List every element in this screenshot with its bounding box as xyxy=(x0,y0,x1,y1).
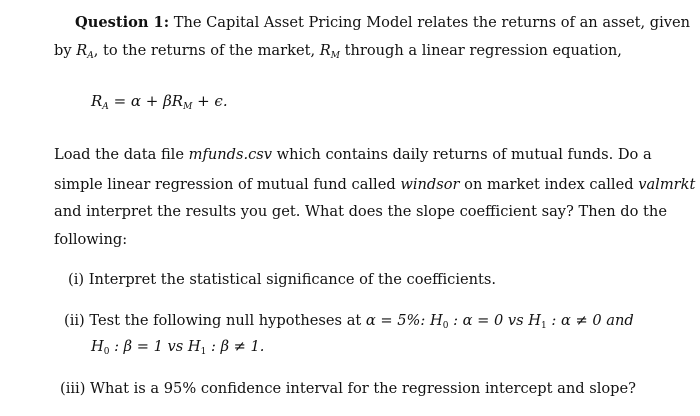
math-sub: 0 xyxy=(103,347,110,357)
file-name: mfunds.csv xyxy=(188,146,273,163)
text-fragment: Test the following null hypotheses at xyxy=(89,312,366,329)
math-fragment: α = 5%: H xyxy=(365,312,443,329)
text-fragment: Load the data file xyxy=(54,146,189,163)
text-fragment: simple linear regression of mutual fund called xyxy=(54,176,401,193)
math-fragment: : β = 1 xyxy=(109,338,168,355)
vs-word: vs xyxy=(507,312,524,329)
math-fragment: H xyxy=(91,338,104,355)
item-iii xyxy=(60,382,636,397)
question-heading: Question 1: xyxy=(75,14,170,31)
math-fragment: H xyxy=(183,338,201,355)
math-sub: M xyxy=(183,102,193,112)
math-sub: 1 xyxy=(541,321,547,331)
question-line-1-text: The Capital Asset Pricing Model relates the returns of an asset, given xyxy=(169,14,691,31)
question-line-2 xyxy=(54,44,622,59)
item-text: Interpret the statistical significance of the coefficients. xyxy=(88,271,497,288)
item-label: (iii) xyxy=(60,380,86,397)
item-text: What is a 95% confidence interval for the regression intercept and slope? xyxy=(90,380,636,397)
item-ii-line-1 xyxy=(64,314,634,329)
text-fragment: on market index called xyxy=(459,176,639,193)
math-rm: R xyxy=(319,42,331,59)
item-label: (ii) xyxy=(64,312,85,329)
item-ii-line-2 xyxy=(91,340,264,355)
paragraph-line-3: and interpret the results you get. What does the slope coefficient say? Then do the xyxy=(54,203,667,220)
math-sub: 1 xyxy=(200,347,207,357)
math-fragment: R xyxy=(91,92,103,110)
paragraph-line-2 xyxy=(54,178,695,193)
math-fragment: + ϵ. xyxy=(192,92,228,110)
index-name: valmrkt xyxy=(638,176,696,193)
text-fragment: by xyxy=(54,42,77,59)
vs-word: vs xyxy=(167,338,184,355)
paragraph-line-1 xyxy=(54,148,652,163)
math-fragment: H xyxy=(523,312,542,329)
text-fragment: , to the returns of the market, xyxy=(93,42,320,59)
item-i xyxy=(68,273,496,288)
math-sub: 0 xyxy=(442,321,449,331)
text-fragment: which contains daily returns of mutual funds. Do a xyxy=(272,146,652,163)
item-label: (i) xyxy=(68,271,85,288)
math-fragment: : β ≠ 1. xyxy=(206,338,265,355)
capm-equation xyxy=(91,92,228,112)
math-fragment: : α = 0 xyxy=(448,312,508,329)
math-ra: R xyxy=(76,42,88,59)
paragraph-line-4: following: xyxy=(54,231,128,248)
fund-name: windsor xyxy=(400,176,460,193)
math-fragment: : α ≠ 0 and xyxy=(546,312,634,329)
text-fragment: through a linear regression equation, xyxy=(339,42,622,59)
math-sub: A xyxy=(87,51,94,61)
question-line-1 xyxy=(75,16,690,31)
math-fragment: = α + βR xyxy=(108,92,184,110)
math-sub: A xyxy=(102,102,109,112)
math-sub: M xyxy=(330,51,340,61)
